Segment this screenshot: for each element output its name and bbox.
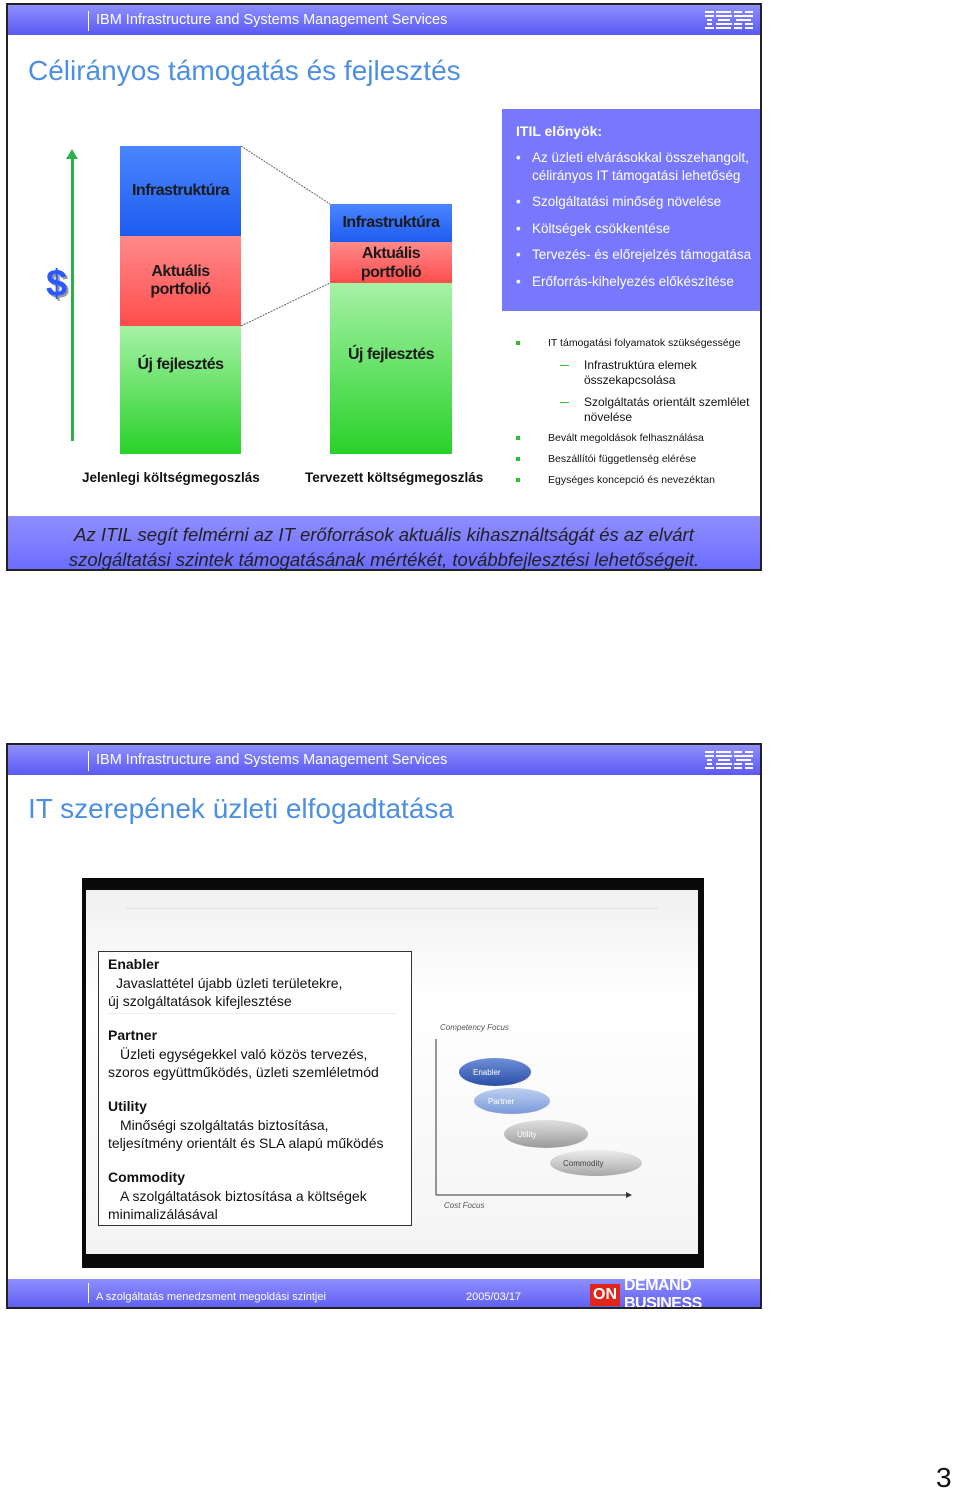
- planned-infra-segment: Infrastruktúra: [330, 204, 452, 242]
- utility-ellipse-label: Utility: [517, 1130, 537, 1139]
- summary-line-1: Az ITIL segít felmérni az IT erőforrások aktuális kihasználtságát és az elvárt: [74, 524, 694, 545]
- planned-portfolio-segment: Aktuális portfolió: [330, 242, 452, 283]
- itil-benefit-item: • Szolgáltatási minőség növelése: [516, 193, 756, 211]
- enabler-ellipse-label: Enabler: [473, 1068, 501, 1077]
- role-desc-line: Üzleti egységekkel való közös tervezés,: [120, 1046, 368, 1062]
- detail-item: Egységes koncepció és nevezéktan: [516, 474, 762, 487]
- itil-benefit-list: [516, 149, 756, 299]
- summary-band: [8, 516, 760, 571]
- detail-item: IT támogatási folyamatok szükségessége: [516, 337, 762, 350]
- role-desc-line: új szolgáltatások kifejlesztése: [108, 993, 292, 1009]
- role-title: Enabler: [108, 956, 160, 972]
- role-descriptions-box: [98, 951, 412, 1226]
- itil-benefit-item: • Az üzleti elvárásokkal összehangolt, célirányos IT támogatási lehetőség: [516, 149, 756, 184]
- slide-title: IT szerepének üzleti elfogadtatása: [28, 793, 454, 824]
- detail-subitem: Szolgáltatás orientált szemlélet növelése: [516, 395, 762, 425]
- role-desc-line: A szolgáltatások biztosítása a költségek: [120, 1188, 367, 1204]
- role-desc-line: minimalizálásával: [108, 1206, 218, 1222]
- detail-item: Beszállítói függetlenség elérése: [516, 453, 762, 466]
- slide-title: Célirányos támogatás és fejlesztés: [28, 55, 461, 86]
- itil-benefits-box: [502, 109, 762, 311]
- slide-it-role: [6, 743, 762, 1309]
- footer-date: 2005/03/17: [466, 1291, 522, 1303]
- header-title: IBM Infrastructure and Systems Management Services: [96, 12, 448, 28]
- partner-ellipse-label: Partner: [488, 1097, 515, 1106]
- role-desc-line: teljesítmény orientált és SLA alapú működés: [108, 1135, 384, 1151]
- role-desc-line: Minőségi szolgáltatás biztosítása,: [120, 1117, 329, 1133]
- planned-new-dev-segment: Új fejlesztés: [330, 283, 452, 454]
- itil-benefit-item: • Erőforrás-kihelyezés előkészítése: [516, 273, 756, 291]
- current-cost-label: Jelenlegi költségmegoszlás: [82, 470, 260, 485]
- role-title: Partner: [108, 1027, 158, 1043]
- slide-itil-benefits: [6, 3, 762, 571]
- role-title: Utility: [108, 1098, 147, 1114]
- itil-heading: ITIL előnyök:: [516, 123, 603, 139]
- cost-focus-label: Cost Focus: [444, 1201, 485, 1210]
- dollar-icon: $: [46, 263, 68, 305]
- itil-benefit-item: • Költségek csökkentése: [516, 220, 756, 238]
- header-title: IBM Infrastructure and Systems Management Services: [96, 752, 448, 768]
- role-desc-line: Javaslattétel újabb üzleti területekre,: [116, 975, 343, 991]
- itil-detail-list: [516, 337, 762, 495]
- footer-text: A szolgáltatás menedzsment megoldási szintjei: [96, 1291, 326, 1303]
- detail-item: Bevált megoldások felhasználása: [516, 432, 762, 445]
- role-desc-line: szoros együttműködés, üzleti szemléletmód: [108, 1064, 379, 1080]
- role-title: Commodity: [108, 1169, 185, 1185]
- detail-subitem: Infrastruktúra elemek összekapcsolása: [516, 358, 762, 388]
- current-new-dev-segment: Új fejlesztés: [120, 326, 241, 454]
- current-infra-segment: Infrastruktúra: [120, 146, 241, 236]
- current-portfolio-segment: Aktuális portfolió: [120, 236, 241, 326]
- planned-cost-label: Tervezett költségmegoszlás: [305, 470, 484, 485]
- itil-benefit-item: • Tervezés- és előrejelzés támogatása: [516, 246, 756, 264]
- slide-footer: [8, 1279, 760, 1309]
- commodity-ellipse-label: Commodity: [563, 1159, 604, 1168]
- summary-line-2: szolgáltatási szintek támogatásának mértékét, továbbfejlesztési lehetőségeit.: [68, 549, 700, 570]
- on-demand-business-logo: ON DEMAND BUSINESS: [590, 1284, 760, 1306]
- competency-focus-label: Competency Focus: [440, 1023, 509, 1032]
- page-number: 3: [936, 1462, 952, 1493]
